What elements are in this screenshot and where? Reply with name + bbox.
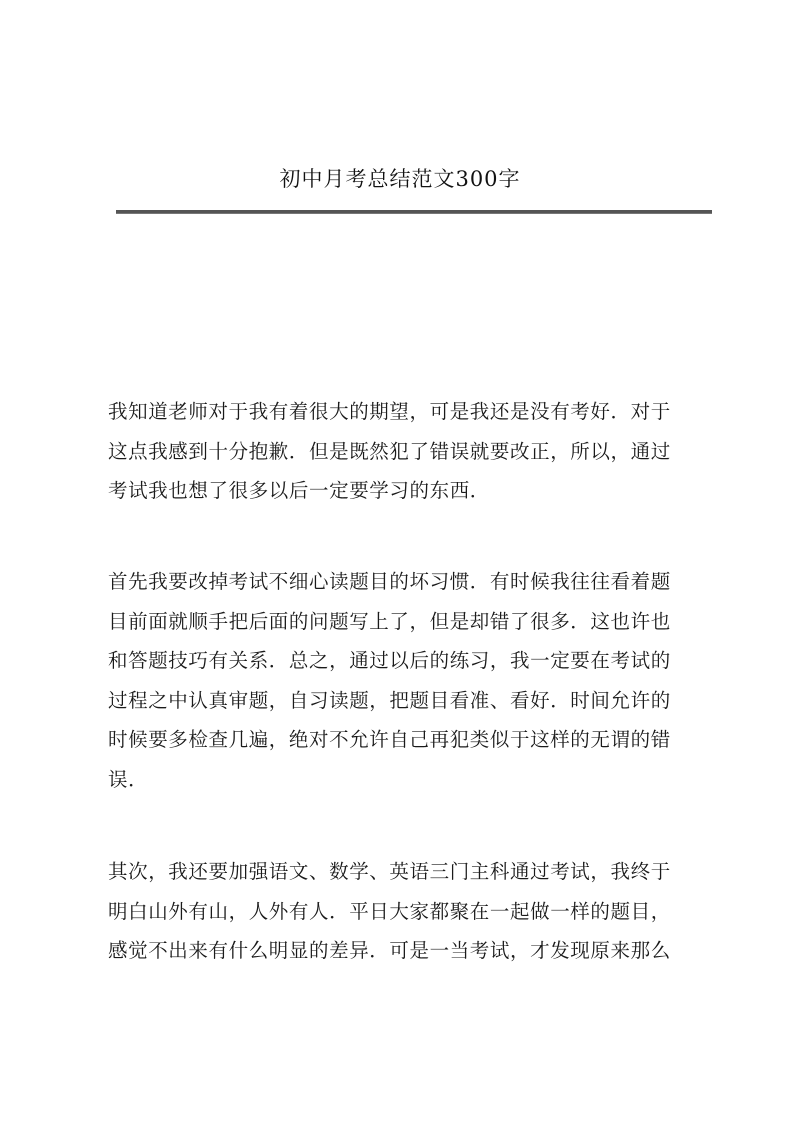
paragraph-1 [108, 392, 712, 511]
text-line: 明白山外有山，人外有人．平日大家都聚在一起做一样的题目， [108, 899, 671, 923]
text-line: 考试我也想了很多以后一定要学习的东西． [108, 479, 490, 502]
text-line: 目前面就顺手把后面的问题写上了，但是却错了很多．这也许也 [108, 609, 671, 633]
page-title: 初中月考总结范文300字 [279, 167, 521, 191]
text-line: 首先我要改掉考试不细心读题目的坏习惯．有时候我往往看着题 [108, 570, 671, 593]
text-line: 时候要多检查几遍，绝对不允许自己再犯类似于这样的无谓的错 [108, 728, 671, 751]
text-line: 感觉不出来有什么明显的差异．可是一当考试，才发现原来那么 [108, 939, 671, 962]
text-line: 误． [108, 767, 149, 791]
title-divider [116, 210, 712, 214]
text-line: 我知道老师对于我有着很大的期望，可是我还是没有考好．对于 [108, 400, 671, 423]
text-line: 这点我感到十分抱歉．但是既然犯了错误就要改正，所以，通过 [108, 439, 671, 463]
text-line: 其次，我还要加强语文、数学、英语三门主科通过考试，我终于 [108, 860, 671, 883]
text-line: 过程之中认真审题，自习读题，把题目看准、看好．时间允许的 [108, 688, 671, 712]
paragraph-2 [108, 562, 712, 799]
paragraph-3 [108, 852, 712, 971]
text-line: 和答题技巧有关系．总之，通过以后的练习，我一定要在考试的 [108, 649, 671, 672]
